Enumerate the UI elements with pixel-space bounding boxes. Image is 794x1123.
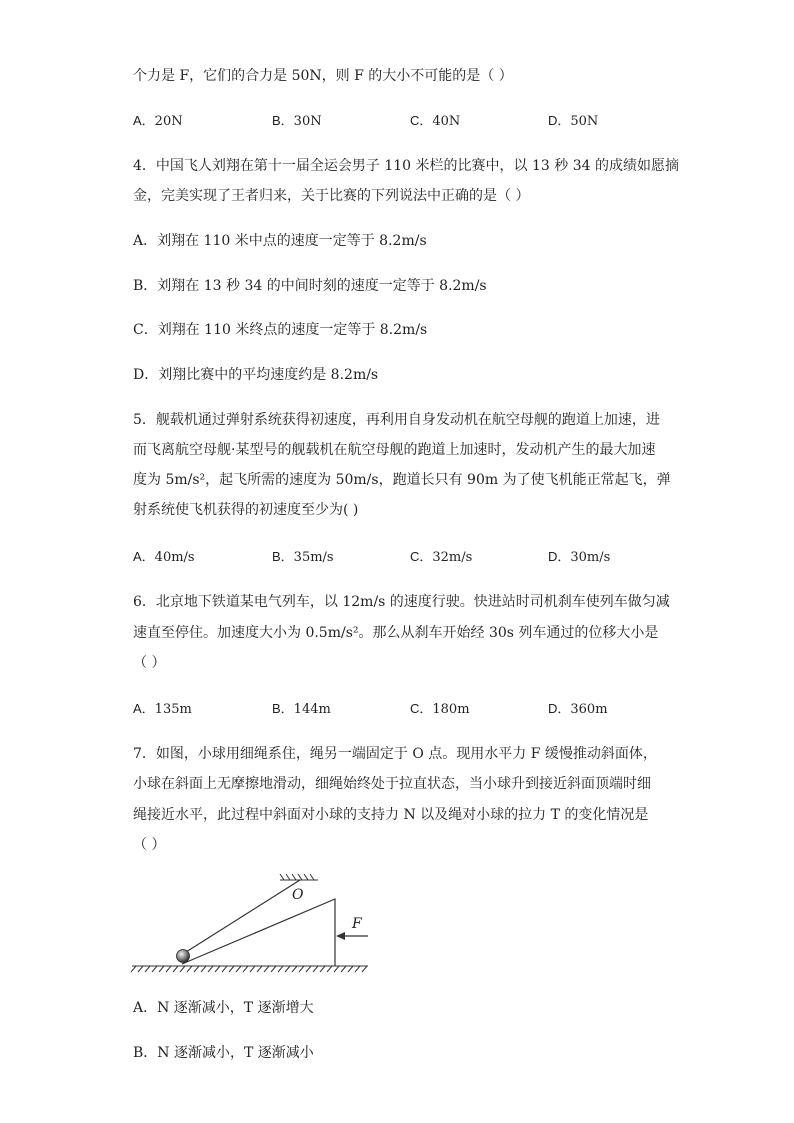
q5-stem-line-4: 射系统使飞机获得的初速度至少为( ) xyxy=(133,502,359,518)
q4-option-c: C．刘翔在 110 米终点的速度一定等于 8.2m/s xyxy=(133,322,428,338)
hatch-mark xyxy=(257,966,262,972)
q5-option-b: B．35m/s xyxy=(272,549,334,565)
q3-option-c: C．40N xyxy=(410,113,461,129)
hatch-mark xyxy=(229,966,234,972)
q6-stem-line-3: （ ） xyxy=(133,655,166,671)
q4-option-b: B．刘翔在 13 秒 34 的中间时刻的速度一定等于 8.2m/s xyxy=(133,278,487,294)
hatch-mark xyxy=(292,966,297,972)
incline-wedge xyxy=(182,899,335,966)
hatch-mark xyxy=(201,966,206,972)
incline-ball-figure xyxy=(128,872,378,982)
hatch-mark xyxy=(313,966,318,972)
hatch-mark xyxy=(292,874,296,880)
hatch-mark xyxy=(285,966,290,972)
hatch-mark xyxy=(320,966,325,972)
hatch-mark xyxy=(298,874,302,880)
hatch-mark xyxy=(341,966,346,972)
hatch-mark xyxy=(222,966,227,972)
hatch-mark xyxy=(355,966,360,972)
ground-hatch xyxy=(131,966,368,972)
hatch-mark xyxy=(236,966,241,972)
hatch-mark xyxy=(194,966,199,972)
ball xyxy=(177,950,190,963)
hatch-mark xyxy=(271,966,276,972)
q4-stem-line-2: 金，完美实现了王者归来，关于比赛的下列说法中正确的是（ ） xyxy=(133,188,530,204)
hatch-mark xyxy=(145,966,150,972)
hatch-mark xyxy=(159,966,164,972)
hatch-mark xyxy=(306,966,311,972)
hatch-mark xyxy=(173,966,178,972)
q3-option-d: D．50N xyxy=(548,113,599,129)
q4-option-d: D．刘翔比赛中的平均速度约是 8.2m/s xyxy=(133,367,379,383)
q5-stem-line-3: 度为 5m/s²，起飞所需的速度为 50m/s，跑道长只有 90m 为了使飞机能正常起飞，弹 xyxy=(133,472,671,488)
q7-option-b: B．N 逐渐减小，T 逐渐减小 xyxy=(133,1045,314,1061)
q5-stem-line-1: 5．舰载机通过弹射系统获得初速度，再利用自身发动机在航空母舰的跑道上加速，进 xyxy=(133,412,660,428)
pivot-support xyxy=(280,874,318,880)
hatch-mark xyxy=(286,874,290,880)
hatch-mark xyxy=(264,966,269,972)
q7-option-a: A．N 逐渐减小，T 逐渐增大 xyxy=(133,1000,314,1016)
hatch-mark xyxy=(299,966,304,972)
q4-option-a: A．刘翔在 110 米中点的速度一定等于 8.2m/s xyxy=(133,233,427,249)
q5-option-a: A．40m/s xyxy=(133,549,195,565)
hatch-mark xyxy=(138,966,143,972)
hatch-mark xyxy=(348,966,353,972)
hatch-mark xyxy=(152,966,157,972)
q4-stem-line-1: 4．中国飞人刘翔在第十一届全运会男子 110 米栏的比赛中，以 13 秒 34 的成绩如愿摘 xyxy=(133,158,679,174)
hatch-mark xyxy=(187,966,192,972)
q5-stem-line-2: 而飞离航空母舰·某型号的舰载机在航空母舰的跑道上加速时，发动机产生的最大加速 xyxy=(133,442,656,458)
label-f: F xyxy=(352,916,362,932)
hatch-mark xyxy=(310,874,314,880)
q7-stem-line-2: 小球在斜面上无摩擦地滑动，细绳始终处于拉直状态，当小球升到接近斜面顶端时细 xyxy=(133,776,651,792)
q3-stem-line: 个力是 F，它们的合力是 50N，则 F 的大小不可能的是（ ） xyxy=(133,68,513,84)
hatch-mark xyxy=(250,966,255,972)
hatch-mark xyxy=(166,966,171,972)
hatch-mark xyxy=(208,966,213,972)
q6-option-d: D．360m xyxy=(548,701,608,717)
hatch-mark xyxy=(362,966,367,972)
q7-stem-line-3: 绳接近水平，此过程中斜面对小球的支持力 N 以及绳对小球的拉力 T 的变化情况是 xyxy=(133,807,649,823)
hatch-mark xyxy=(327,966,332,972)
hatch-mark xyxy=(180,966,185,972)
q6-stem-line-1: 6．北京地下铁道某电气列车，以 12m/s 的速度行驶。快进站时司机刹车使列车做匀减 xyxy=(133,594,670,610)
hatch-mark xyxy=(334,966,339,972)
q6-option-c: C．180m xyxy=(410,701,470,717)
hatch-mark xyxy=(215,966,220,972)
force-arrow xyxy=(336,932,368,940)
hatch-mark xyxy=(243,966,248,972)
hatch-mark xyxy=(131,966,136,972)
q3-option-a: A．20N xyxy=(133,113,183,129)
hatch-mark xyxy=(278,966,283,972)
label-o: O xyxy=(292,887,304,903)
hatch-mark xyxy=(304,874,308,880)
q3-option-b: B．30N xyxy=(272,113,322,129)
q6-stem-line-2: 速直至停住。加速度大小为 0.5m/s²。那么从刹车开始经 30s 列车通过的位移大小是 xyxy=(133,625,659,641)
q7-stem-line-1: 7．如图，小球用细绳系住，绳另一端固定于 O 点。现用水平力 F 缓慢推动斜面体， xyxy=(133,746,657,762)
q5-option-d: D．30m/s xyxy=(548,549,611,565)
q6-option-a: A．135m xyxy=(133,701,192,717)
q6-option-b: B．144m xyxy=(272,701,331,717)
hatch-mark xyxy=(280,874,284,880)
q7-stem-line-4: （ ） xyxy=(133,837,166,853)
q5-option-c: C．32m/s xyxy=(410,549,473,565)
string xyxy=(186,880,300,952)
